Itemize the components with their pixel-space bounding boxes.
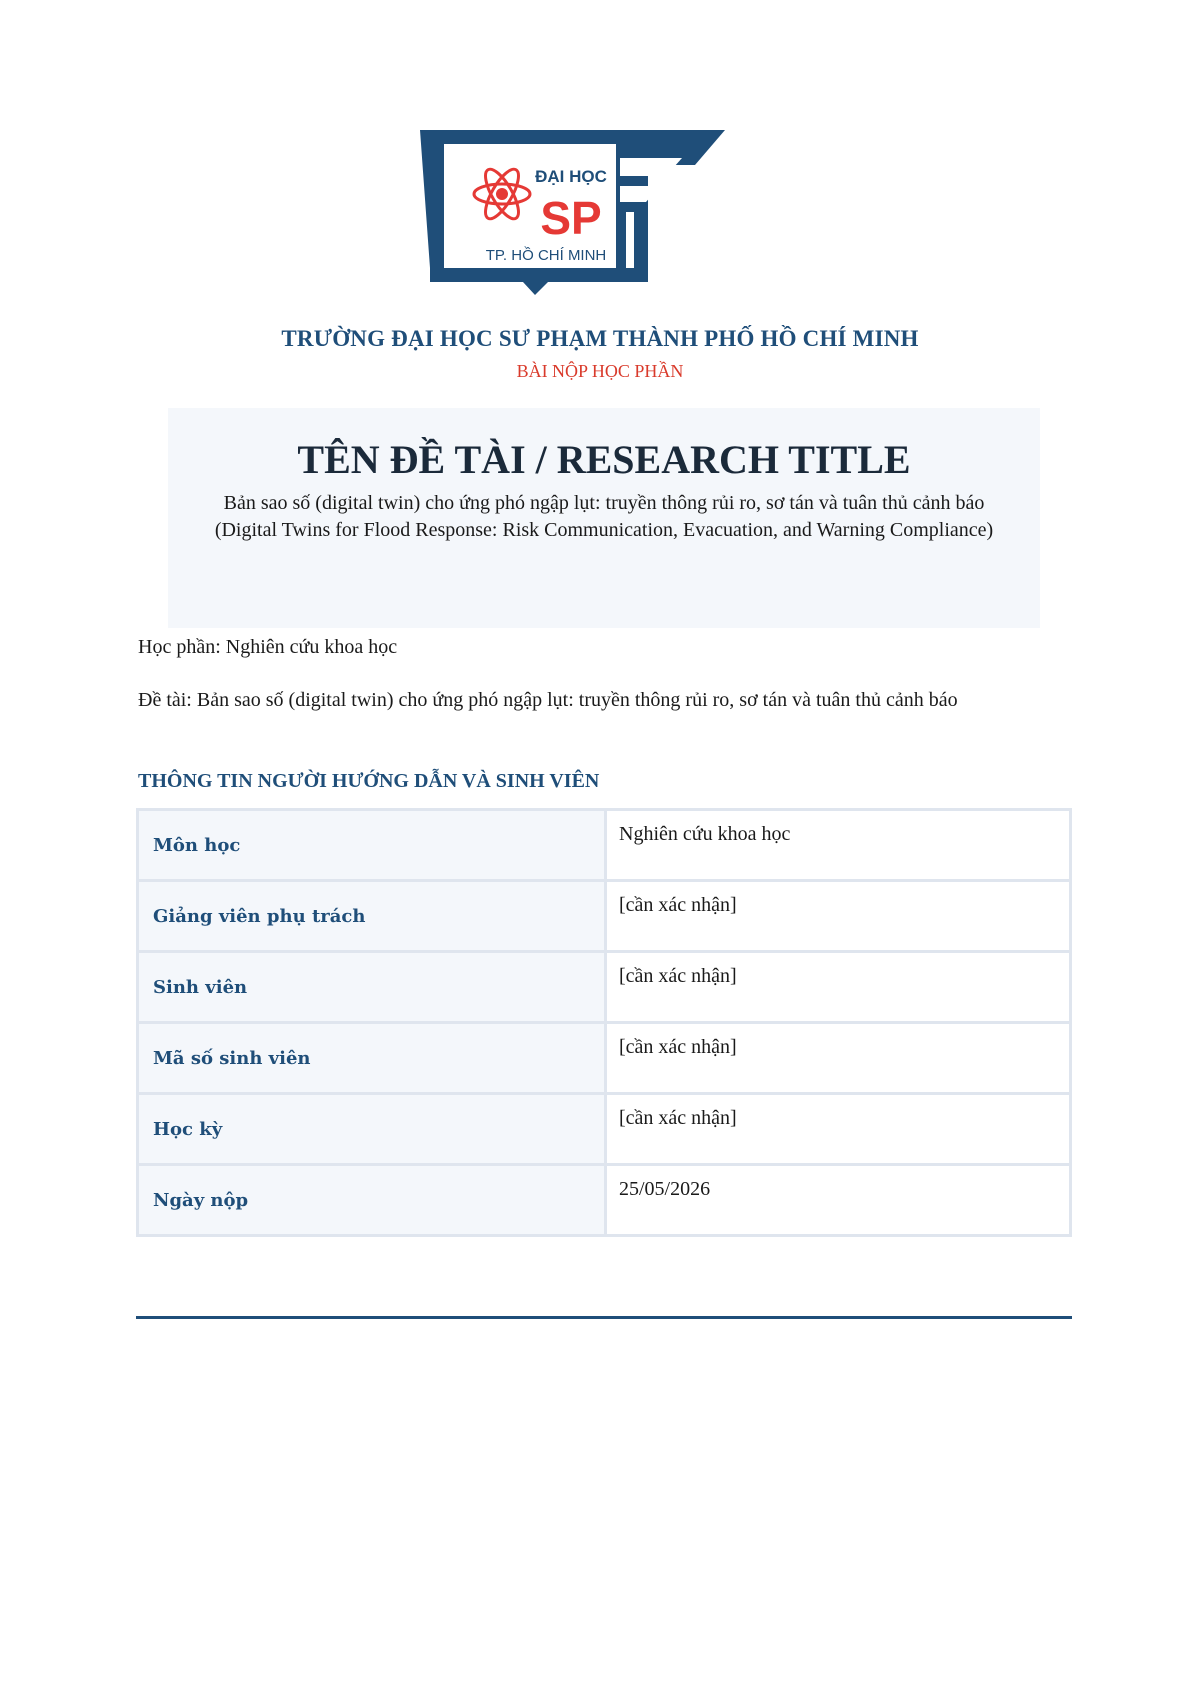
research-title-box — [168, 408, 1040, 628]
school-name: TRƯỜNG ĐẠI HỌC SƯ PHẠM THÀNH PHỐ HỒ CHÍ MINH — [281, 326, 919, 351]
row-value: Nghiên cứu khoa học — [606, 810, 1071, 881]
horizontal-divider — [136, 1316, 1072, 1319]
row-label: Môn học — [138, 810, 606, 881]
course-line: Học phần: Nghiên cứu khoa học — [138, 636, 398, 658]
topic-line: Đề tài: Bản sao số (digital twin) cho ứng phó ngập lụt: truyền thông rủi ro, sơ tán và tuân thủ cảnh báo — [138, 689, 958, 711]
university-logo — [420, 130, 792, 310]
row-value: 25/05/2026 — [606, 1165, 1071, 1236]
row-label: Sinh viên — [138, 952, 606, 1023]
table-row — [138, 810, 1071, 881]
research-title-vietnamese: Bản sao số (digital twin) cho ứng phó ngập lụt: truyền thông rủi ro, sơ tán và tuân thủ cảnh báo — [223, 492, 985, 514]
research-title-english: (Digital Twins for Flood Response: Risk Communication, Evacuation, and Warning Compliance) — [214, 519, 994, 541]
info-table — [136, 808, 1072, 1237]
row-label: Ngày nộp — [138, 1165, 606, 1236]
info-section-heading: THÔNG TIN NGƯỜI HƯỚNG DẪN VÀ SINH VIÊN — [138, 770, 600, 792]
row-value: [cần xác nhận] — [606, 1094, 1071, 1165]
logo-stripe-top — [620, 158, 682, 176]
row-label: Giảng viên phụ trách — [138, 881, 606, 952]
table-row — [138, 1094, 1071, 1165]
logo-stripe-mid — [620, 186, 660, 202]
row-label: Học kỳ — [138, 1094, 606, 1165]
logo-text-city: TP. HỒ CHÍ MINH — [485, 247, 607, 264]
submission-label: BÀI NỘP HỌC PHẦN — [516, 361, 684, 381]
research-title-heading: TÊN ĐỀ TÀI / RESEARCH TITLE — [297, 437, 911, 482]
table-row — [138, 1165, 1071, 1236]
row-label: Mã số sinh viên — [138, 1023, 606, 1094]
logo-stripe-bottom — [626, 212, 634, 268]
table-row — [138, 881, 1071, 952]
table-row — [138, 952, 1071, 1023]
table-row — [138, 1023, 1071, 1094]
logo-text-sp: SP — [540, 192, 602, 244]
row-value: [cần xác nhận] — [606, 952, 1071, 1023]
university-logo-graphic — [420, 130, 792, 310]
row-value: [cần xác nhận] — [606, 881, 1071, 952]
logo-text-dai-hoc: ĐẠI HỌC — [535, 167, 607, 186]
row-value: [cần xác nhận] — [606, 1023, 1071, 1094]
